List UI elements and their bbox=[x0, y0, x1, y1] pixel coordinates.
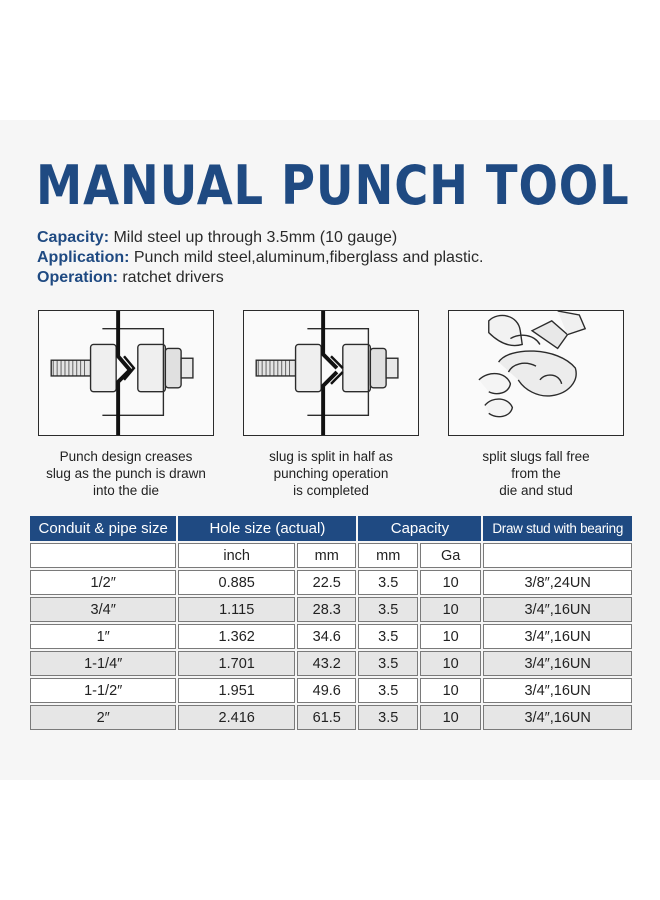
table-header-row bbox=[30, 516, 632, 541]
figure-caption bbox=[26, 448, 226, 499]
table-cell: 3/4″,16UN bbox=[483, 678, 632, 703]
header-hole-size: Hole size (actual) bbox=[178, 516, 356, 541]
table-cell: 3.5 bbox=[358, 651, 417, 676]
table-cell: 28.3 bbox=[297, 597, 356, 622]
table-cell: 1-1/4″ bbox=[30, 651, 176, 676]
table-cell: 49.6 bbox=[297, 678, 356, 703]
figure-caption bbox=[436, 448, 636, 499]
table-cell: 10 bbox=[420, 570, 481, 595]
table-cell: mm bbox=[358, 543, 417, 568]
spec-operation bbox=[37, 268, 637, 288]
spec-text: Punch mild steel,aluminum,fiberglass and plastic. bbox=[129, 249, 484, 266]
table-cell: 2.416 bbox=[178, 705, 295, 730]
table-row bbox=[30, 624, 632, 649]
punch-crease-diagram-icon bbox=[39, 311, 213, 435]
spec-list bbox=[37, 228, 637, 288]
table-cell: 10 bbox=[420, 651, 481, 676]
table-cell: 2″ bbox=[30, 705, 176, 730]
spec-label: Operation: bbox=[37, 269, 118, 286]
table-cell: mm bbox=[297, 543, 356, 568]
table-cell: 34.6 bbox=[297, 624, 356, 649]
table-cell: 3/4″,16UN bbox=[483, 597, 632, 622]
table-cell: 1.115 bbox=[178, 597, 295, 622]
figure-slug-split bbox=[243, 310, 419, 436]
table-cell: 3/4″ bbox=[30, 597, 176, 622]
figure-slugs-fall-free bbox=[448, 310, 624, 436]
table-cell: 3.5 bbox=[358, 705, 417, 730]
table-cell: 1.951 bbox=[178, 678, 295, 703]
table-cell: 1.362 bbox=[178, 624, 295, 649]
caption-line: into the die bbox=[92, 483, 160, 498]
table-subheader-row bbox=[30, 543, 632, 568]
caption-line: Punch design creases bbox=[59, 449, 193, 464]
table-cell: 10 bbox=[420, 597, 481, 622]
table-cell: 3.5 bbox=[358, 597, 417, 622]
table-cell: 3.5 bbox=[358, 570, 417, 595]
spec-application bbox=[37, 248, 637, 268]
caption-line: is completed bbox=[293, 483, 369, 498]
table-cell: 22.5 bbox=[297, 570, 356, 595]
table-cell: 3/4″,16UN bbox=[483, 624, 632, 649]
table-cell: 3/4″,16UN bbox=[483, 705, 632, 730]
table-cell: Ga bbox=[420, 543, 481, 568]
page-title: MANUAL PUNCH TOOL bbox=[36, 154, 630, 217]
header-draw-stud: Draw stud with bearing bbox=[483, 516, 632, 541]
spec-text: ratchet drivers bbox=[117, 269, 224, 286]
table-cell: 61.5 bbox=[297, 705, 356, 730]
slug-split-diagram-icon bbox=[244, 311, 418, 435]
caption-line: split slugs fall free bbox=[482, 449, 590, 464]
table-cell: inch bbox=[178, 543, 295, 568]
table-cell: 1″ bbox=[30, 624, 176, 649]
header-capacity: Capacity bbox=[358, 516, 481, 541]
table-cell: 1-1/2″ bbox=[30, 678, 176, 703]
spec-text: Mild steel up through 3.5mm (10 gauge) bbox=[109, 229, 398, 246]
caption-line: slug is split in half as bbox=[269, 449, 393, 464]
size-table bbox=[28, 514, 634, 732]
table-cell: 0.885 bbox=[178, 570, 295, 595]
table-cell bbox=[483, 543, 632, 568]
table-cell: 10 bbox=[420, 624, 481, 649]
caption-line: slug as the punch is drawn bbox=[46, 466, 206, 481]
slugs-fall-free-icon bbox=[449, 311, 623, 435]
table-cell: 3/8″,24UN bbox=[483, 570, 632, 595]
table-cell: 43.2 bbox=[297, 651, 356, 676]
table-row bbox=[30, 570, 632, 595]
table-cell: 3/4″,16UN bbox=[483, 651, 632, 676]
table-cell: 3.5 bbox=[358, 678, 417, 703]
table-row bbox=[30, 705, 632, 730]
caption-line: from the bbox=[511, 466, 561, 481]
caption-line: punching operation bbox=[273, 466, 389, 481]
figure-caption bbox=[231, 448, 431, 499]
figure-punch-crease bbox=[38, 310, 214, 436]
table-cell: 1/2″ bbox=[30, 570, 176, 595]
spec-label: Capacity: bbox=[37, 229, 110, 246]
spec-capacity bbox=[37, 228, 637, 248]
table-cell: 10 bbox=[420, 705, 481, 730]
table-cell: 10 bbox=[420, 678, 481, 703]
caption-line: die and stud bbox=[499, 483, 573, 498]
table-cell: 3.5 bbox=[358, 624, 417, 649]
table-cell: 1.701 bbox=[178, 651, 295, 676]
table-row bbox=[30, 678, 632, 703]
table-row bbox=[30, 597, 632, 622]
table-cell bbox=[30, 543, 176, 568]
table-row bbox=[30, 651, 632, 676]
header-conduit-size: Conduit & pipe size bbox=[30, 516, 176, 541]
spec-label: Application: bbox=[37, 249, 130, 266]
